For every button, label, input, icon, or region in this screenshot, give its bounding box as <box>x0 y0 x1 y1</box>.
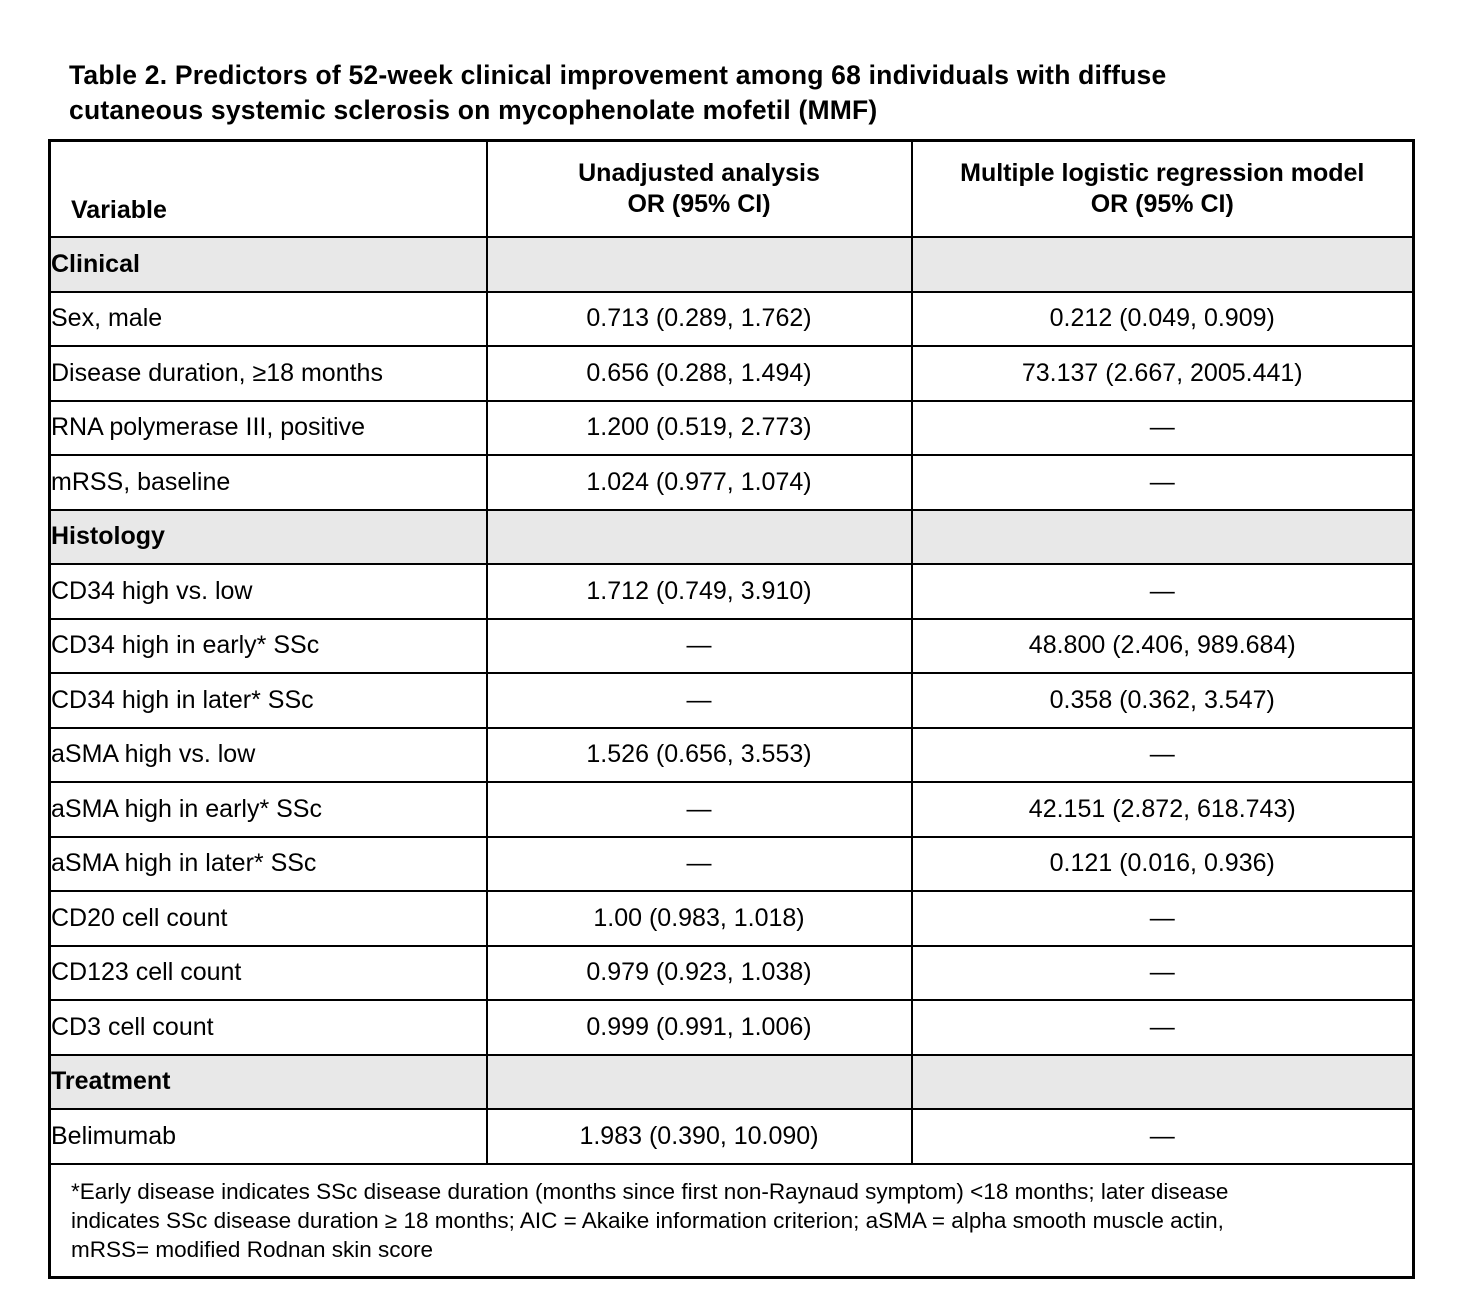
header-model-line-2: OR (95% CI) <box>1090 190 1234 218</box>
header-model <box>912 141 1414 238</box>
unadjusted-cell <box>487 510 912 565</box>
table-row <box>50 1109 1414 1164</box>
table-row <box>50 292 1414 347</box>
model-cell <box>912 237 1414 292</box>
header-unadjusted-line-1: Unadjusted analysis <box>578 159 820 187</box>
unadjusted-cell <box>487 1055 912 1110</box>
unadjusted-cell: 0.713 (0.289, 1.762) <box>487 292 912 347</box>
unadjusted-cell: — <box>487 837 912 892</box>
model-cell: — <box>912 1000 1414 1055</box>
row-label: Sex, male <box>50 292 487 347</box>
row-label: aSMA high in later* SSc <box>50 837 487 892</box>
row-label: Disease duration, ≥18 months <box>50 346 487 401</box>
unadjusted-cell: 0.656 (0.288, 1.494) <box>487 346 912 401</box>
table-row <box>50 782 1414 837</box>
unadjusted-cell: 0.999 (0.991, 1.006) <box>487 1000 912 1055</box>
footnote-line-2: indicates SSc disease duration ≥ 18 months; AIC = Akaike information criterion; aSMA = alpha smooth muscle actin, <box>71 1207 1224 1233</box>
row-label: CD34 high in later* SSc <box>50 673 487 728</box>
model-cell: — <box>912 564 1414 619</box>
row-label: CD34 high in early* SSc <box>50 619 487 674</box>
table-row <box>50 619 1414 674</box>
model-cell <box>912 1055 1414 1110</box>
footnote-row <box>50 1164 1414 1278</box>
row-label: Belimumab <box>50 1109 487 1164</box>
model-cell: 0.121 (0.016, 0.936) <box>912 837 1414 892</box>
section-label: Treatment <box>50 1055 487 1110</box>
row-label: CD123 cell count <box>50 946 487 1001</box>
model-cell: — <box>912 728 1414 783</box>
model-cell: — <box>912 946 1414 1001</box>
table-row <box>50 946 1414 1001</box>
table-row <box>50 401 1414 456</box>
section-row-clinical <box>50 237 1414 292</box>
predictors-table <box>48 139 1415 1279</box>
table-row <box>50 346 1414 401</box>
section-label: Clinical <box>50 237 487 292</box>
table-row <box>50 728 1414 783</box>
model-cell: 73.137 (2.667, 2005.441) <box>912 346 1414 401</box>
unadjusted-cell: 1.00 (0.983, 1.018) <box>487 891 912 946</box>
table-header-row <box>50 141 1414 238</box>
footnote <box>50 1164 1414 1278</box>
model-cell: — <box>912 455 1414 510</box>
model-cell: 42.151 (2.872, 618.743) <box>912 782 1414 837</box>
header-model-line-1: Multiple logistic regression model <box>960 159 1365 187</box>
unadjusted-cell: — <box>487 619 912 674</box>
footnote-line-1: *Early disease indicates SSc disease duration (months since first non-Raynaud symptom) <18 months; later disease <box>71 1178 1229 1204</box>
row-label: aSMA high vs. low <box>50 728 487 783</box>
header-variable: Variable <box>50 141 487 238</box>
model-cell: — <box>912 1109 1414 1164</box>
row-label: RNA polymerase III, positive <box>50 401 487 456</box>
table-row <box>50 837 1414 892</box>
unadjusted-cell: 1.983 (0.390, 10.090) <box>487 1109 912 1164</box>
model-cell: 0.358 (0.362, 3.547) <box>912 673 1414 728</box>
model-cell: — <box>912 891 1414 946</box>
header-unadjusted <box>487 141 912 238</box>
row-label: aSMA high in early* SSc <box>50 782 487 837</box>
section-row-treatment <box>50 1055 1414 1110</box>
row-label: CD20 cell count <box>50 891 487 946</box>
table-row <box>50 891 1414 946</box>
row-label: CD34 high vs. low <box>50 564 487 619</box>
table-title-line-1: Table 2. Predictors of 52-week clinical improvement among 68 individuals with diffuse <box>69 60 1167 90</box>
row-label: mRSS, baseline <box>50 455 487 510</box>
model-cell <box>912 510 1414 565</box>
section-label: Histology <box>50 510 487 565</box>
unadjusted-cell: 0.979 (0.923, 1.038) <box>487 946 912 1001</box>
unadjusted-cell: — <box>487 782 912 837</box>
section-row-histology <box>50 510 1414 565</box>
unadjusted-cell: 1.200 (0.519, 2.773) <box>487 401 912 456</box>
header-unadjusted-line-2: OR (95% CI) <box>627 190 771 218</box>
footnote-line-3: mRSS= modified Rodnan skin score <box>71 1236 434 1262</box>
table-title <box>69 58 1399 128</box>
unadjusted-cell: 1.024 (0.977, 1.074) <box>487 455 912 510</box>
table-row <box>50 673 1414 728</box>
unadjusted-cell: 1.526 (0.656, 3.553) <box>487 728 912 783</box>
unadjusted-cell: — <box>487 673 912 728</box>
table-row <box>50 564 1414 619</box>
table-title-line-2: cutaneous systemic sclerosis on mycophenolate mofetil (MMF) <box>69 95 878 125</box>
table-row <box>50 455 1414 510</box>
table-row <box>50 1000 1414 1055</box>
unadjusted-cell: 1.712 (0.749, 3.910) <box>487 564 912 619</box>
model-cell: 48.800 (2.406, 989.684) <box>912 619 1414 674</box>
model-cell: — <box>912 401 1414 456</box>
unadjusted-cell <box>487 237 912 292</box>
row-label: CD3 cell count <box>50 1000 487 1055</box>
model-cell: 0.212 (0.049, 0.909) <box>912 292 1414 347</box>
